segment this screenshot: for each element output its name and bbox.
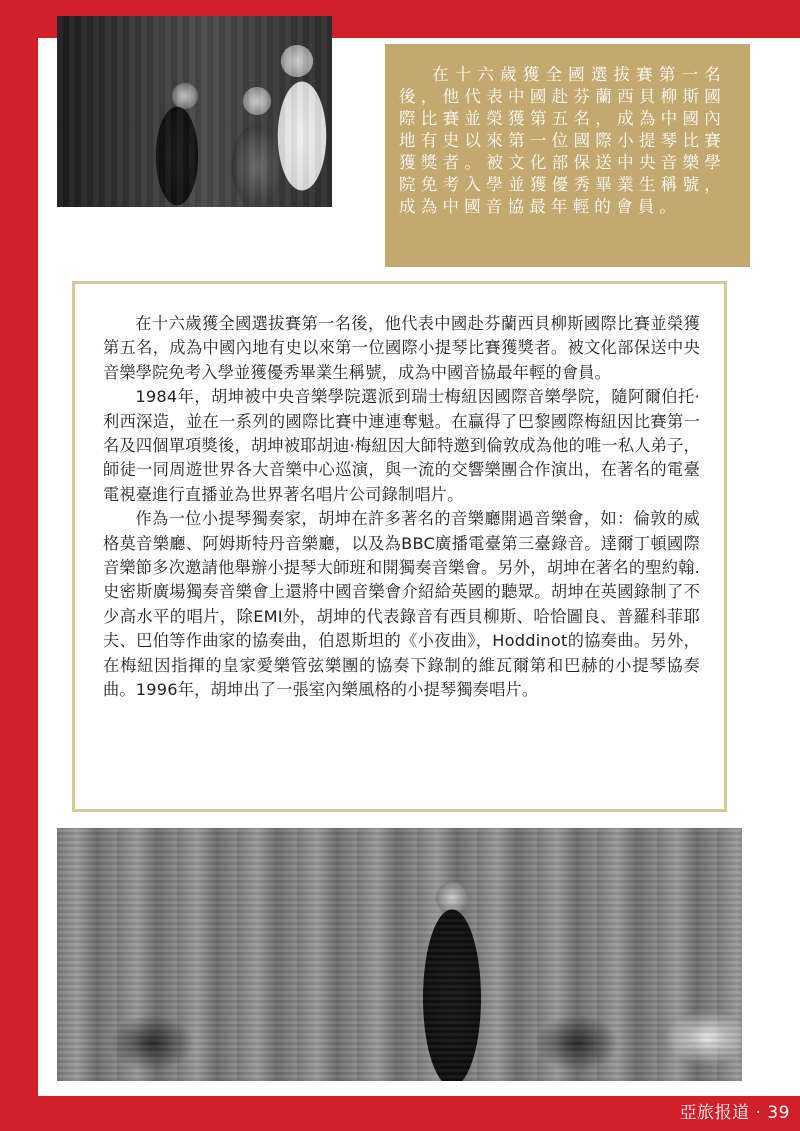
article-frame [72,281,727,812]
caption-box [385,44,750,267]
concert-photo [57,828,742,1081]
handshake-photo [57,16,332,207]
page-footer: 亞旅报道 · 39 [679,1103,790,1123]
caption-text: 在十六歲獲全國選拔賽第一名後，他代表中國赴芬蘭西貝柳斯國際比賽並榮獲第五名，成為中國內地有史以來第一位國際小提琴比賽獲獎者。被文化部保送中央音樂學院免考入學並獲優秀畢業生稱號，成為中國音協最年輕的會員。 [399,65,726,216]
article-paragraph-2: 1984年，胡坤被中央音樂學院選派到瑞士梅紐因國際音樂學院，隨阿爾伯托·利西深造，並在一系列的國際比賽中連連奪魁。在贏得了巴黎國際梅紐因比賽第一名及四個單項獎後，胡坤被耶胡迪·梅紐因大師特邀到倫敦成為他的唯一私人弟子，師徒一同周遊世界各大音樂中心巡演，與一流的交響樂團合作演出，在著名的電臺電視臺進行直播並為世界著名唱片公司錄制唱片。 [103,387,700,504]
article-paragraph-1: 在十六歲獲全國選拔賽第一名後，他代表中國赴芬蘭西貝柳斯國際比賽並榮獲第五名，成為中國內地有史以來第一位國際小提琴比賽獲獎者。被文化部保送中央音樂學院免考入學並獲優秀畢業生稱號，成為中國音協最年輕的會員。 [103,314,700,382]
article-paragraph-3: 作為一位小提琴獨奏家，胡坤在許多著名的音樂廳開過音樂會，如：倫敦的威格莫音樂廳、阿姆斯特丹音樂廳，以及為BBC廣播電臺第三臺錄音。達爾丁頓國際音樂節多次邀請他舉辦小提琴大師班和開獨奏音樂會。另外，胡坤在著名的聖約翰.史密斯廣場獨奏音樂會上還將中國音樂會介紹給英國的聽眾。胡坤在英國錄制了不少高水平的唱片，除EMI外，胡坤的代表錄音有西貝柳斯、哈恰圖良、普羅科菲耶夫、巴伯等作曲家的協奏曲，伯恩斯坦的《小夜曲》，Hoddinot的協奏曲。另外，在梅紐因指揮的皇家愛樂管弦樂團的協奏下錄制的維瓦爾第和巴赫的小提琴協奏曲。1996年，胡坤出了一張室內樂風格的小提琴獨奏唱片。 [103,509,700,700]
